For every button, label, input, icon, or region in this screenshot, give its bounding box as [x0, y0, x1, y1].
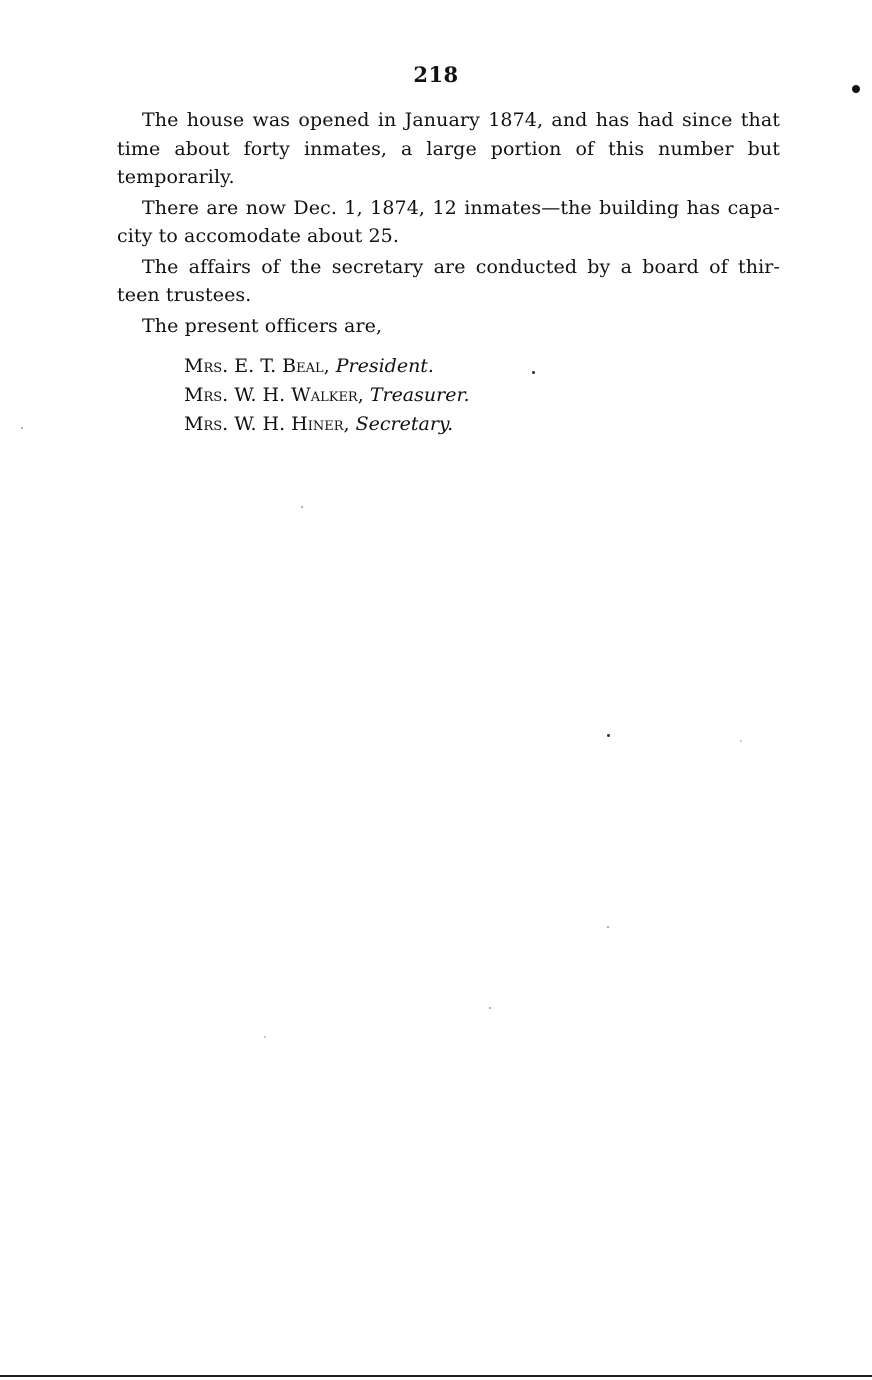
officer-name: E. T. Beal,: [234, 355, 330, 377]
scan-speck: [301, 506, 303, 508]
officer-president: [184, 352, 470, 381]
scan-speck: [532, 371, 535, 374]
scan-speck: [264, 1036, 266, 1038]
officer-title: Mrs.: [184, 384, 229, 406]
paragraph-affairs: The affairs of the secretary are conducted by a board of thir- teen trustees.: [117, 255, 780, 306]
bottom-rule: [0, 1375, 872, 1377]
officers-list: [184, 352, 470, 439]
officer-title: Mrs.: [184, 413, 229, 435]
officer-name: W. H. Walker,: [234, 384, 364, 406]
scan-speck: [607, 734, 610, 737]
officer-title: Mrs.: [184, 355, 229, 377]
paragraph-opening: The house was opened in January 1874, and has had since that time about forty inmates, a large portion of this number but temporarily.: [117, 109, 780, 188]
scan-speck: [21, 427, 23, 429]
scan-speck: [489, 1007, 491, 1009]
officer-role: Secretary.: [355, 413, 454, 435]
margin-mark: [852, 85, 860, 93]
paragraph-officers-intro: The present officers are,: [142, 314, 383, 337]
officer-treasurer: [184, 381, 470, 410]
officer-name: W. H. Hiner,: [234, 413, 350, 435]
scan-speck: [740, 740, 742, 742]
officer-secretary: [184, 410, 470, 439]
officer-role: President.: [335, 355, 434, 377]
page-number: 218: [413, 62, 459, 87]
scan-speck: [607, 926, 609, 928]
body-text: [117, 106, 780, 342]
paragraph-inmates: There are now Dec. 1, 1874, 12 inmates—the building has capa- city to accomodate about 25.: [117, 196, 780, 247]
officer-role: Treasurer.: [369, 384, 470, 406]
